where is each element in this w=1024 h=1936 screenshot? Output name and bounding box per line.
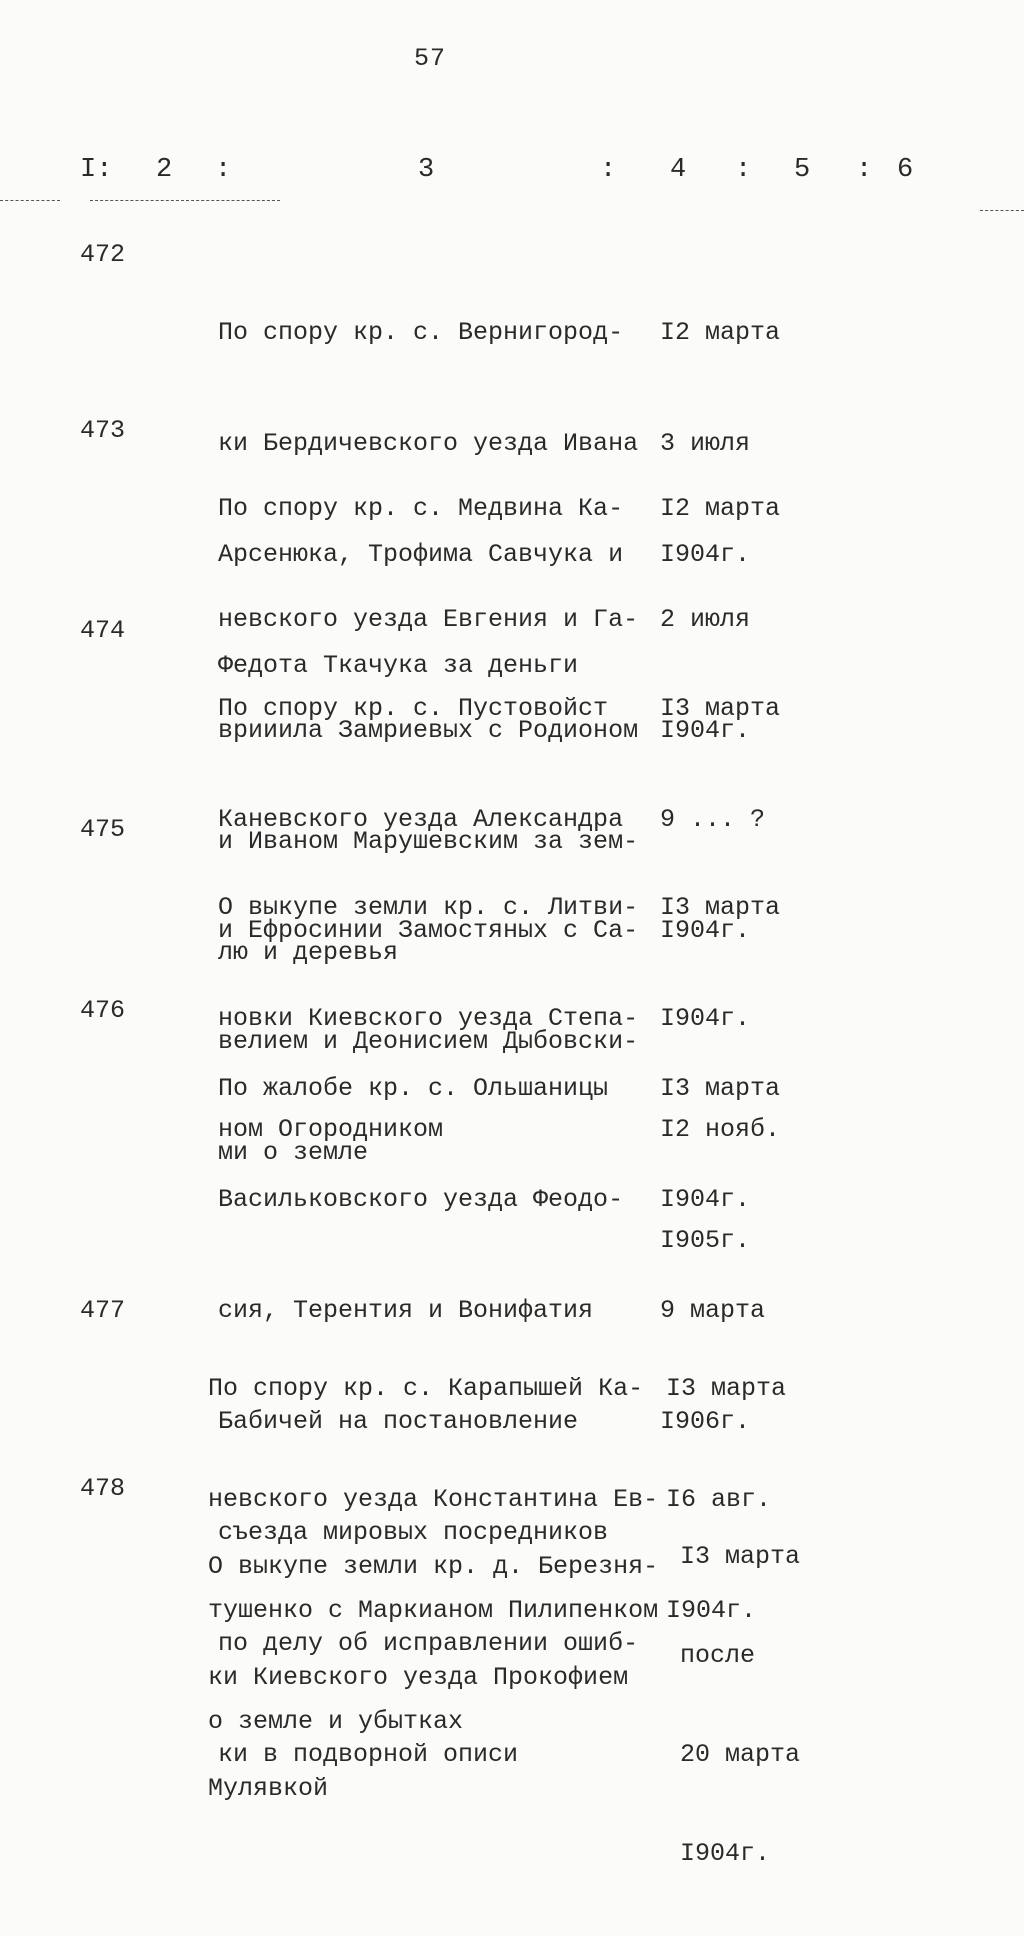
- date-line: I904г.: [660, 1004, 751, 1033]
- description-line: невского уезда Евгения и Га-: [218, 605, 639, 634]
- description-line: По спору кр. с. Карапышей Ка-: [208, 1374, 644, 1403]
- description-line: По спору кр. с. Пустовойст: [218, 694, 609, 723]
- date-line: I2 марта: [660, 318, 781, 347]
- date-line: I3 марта: [660, 694, 781, 723]
- description-line: Арсенюка, Трофима Савчука и: [218, 540, 624, 569]
- description-line: Мулявкой: [208, 1774, 329, 1803]
- description-line: ки Киевского уезда Прокофием: [208, 1663, 629, 1692]
- description-line: ки Бердичевского уезда Ивана: [218, 429, 639, 458]
- date-line: 9 ... ?: [660, 805, 766, 834]
- description-line: и Ефросинии Замостяных с Са-: [218, 916, 639, 945]
- date-line: I906г.: [660, 1407, 751, 1436]
- date-line: I3 марта: [680, 1542, 801, 1571]
- description-line: По спору кр. с. Вернигород-: [218, 318, 624, 347]
- description-line: ми о земле: [218, 1138, 369, 1167]
- description-line: ки в подворной описи: [218, 1740, 519, 1769]
- entry-dates: [680, 1474, 840, 1936]
- description-line: и Иваном Марушевским за зем-: [218, 827, 639, 856]
- description-line: съезда мировых посредников: [218, 1518, 609, 1547]
- date-line: I904г.: [666, 1596, 757, 1625]
- date-line: I2 марта: [660, 494, 781, 523]
- description-line: тушенко с Маркианом Пилипенком: [208, 1596, 659, 1625]
- entry-number: 478: [80, 1474, 126, 1503]
- column-header-6: 6: [897, 155, 914, 185]
- description-line: Бабичей на постановление: [218, 1407, 579, 1436]
- header-rule-middle: [90, 200, 280, 201]
- date-line: 9 марта: [660, 1296, 766, 1325]
- entry-number: 476: [80, 996, 126, 1025]
- page-number: 57: [414, 44, 447, 73]
- date-line: 20 марта: [680, 1740, 801, 1769]
- date-line: 2 июля: [660, 605, 751, 634]
- date-line: I3 марта: [660, 1074, 781, 1103]
- date-line: 3 июля: [660, 429, 751, 458]
- header-rule-left: [0, 200, 60, 201]
- date-line: I3 марта: [666, 1374, 787, 1403]
- description-line: Каневского уезда Александра: [218, 805, 624, 834]
- column-header-3: 3: [418, 155, 435, 185]
- description-line: велием и Деонисием Дыбовски-: [218, 1027, 639, 1056]
- description-line: О выкупе земли кр. с. Литви-: [218, 893, 639, 922]
- description-line: невского уезда Константина Ев-: [208, 1485, 659, 1514]
- column-separator: :: [735, 155, 752, 185]
- description-line: О выкупе земли кр. д. Березня-: [208, 1552, 659, 1581]
- description-line: По спору кр. с. Медвина Ка-: [218, 494, 624, 523]
- description-line: врииила Замриевых с Родионом: [218, 716, 639, 745]
- entry-number: 474: [80, 616, 126, 645]
- column-header-row: [0, 155, 1024, 189]
- date-line: I904г.: [680, 1839, 771, 1868]
- column-header-1: I:: [80, 155, 113, 185]
- date-line: I6 авг.: [666, 1485, 772, 1514]
- date-line: I904г.: [660, 1185, 751, 1214]
- entry-description: [208, 1474, 668, 1881]
- description-line: лю и деревья: [218, 938, 399, 967]
- description-line: новки Киевского уезда Степа-: [218, 1004, 639, 1033]
- date-line: I904г.: [660, 916, 751, 945]
- column-separator: :: [215, 155, 232, 185]
- description-line: Васильковского уезда Феодо-: [218, 1185, 624, 1214]
- entry-number: 472: [80, 240, 126, 269]
- column-separator: :: [600, 155, 617, 185]
- header-rule-right: [980, 210, 1024, 211]
- date-line: I3 марта: [660, 893, 781, 922]
- description-line: по делу об исправлении ошиб-: [218, 1629, 639, 1658]
- description-line: Федота Ткачука за деньги: [218, 651, 579, 680]
- column-header-4: 4: [670, 155, 687, 185]
- column-separator: :: [856, 155, 873, 185]
- description-line: ном Огородником: [218, 1115, 444, 1144]
- entry-number: 475: [80, 815, 126, 844]
- date-line: после: [680, 1641, 756, 1670]
- entry-number: 473: [80, 416, 126, 445]
- column-header-2: 2: [156, 155, 173, 185]
- column-header-5: 5: [794, 155, 811, 185]
- date-line: I904г.: [660, 540, 751, 569]
- date-line: I2 нояб.: [660, 1115, 781, 1144]
- date-line: I904г.: [660, 716, 751, 745]
- entry-number: 477: [80, 1296, 126, 1325]
- date-line: I905г.: [660, 1226, 751, 1255]
- description-line: о земле и убытках: [208, 1707, 464, 1736]
- description-line: По жалобе кр. с. Ольшаницы: [218, 1074, 609, 1103]
- description-line: сия, Терентия и Вонифатия: [218, 1296, 594, 1325]
